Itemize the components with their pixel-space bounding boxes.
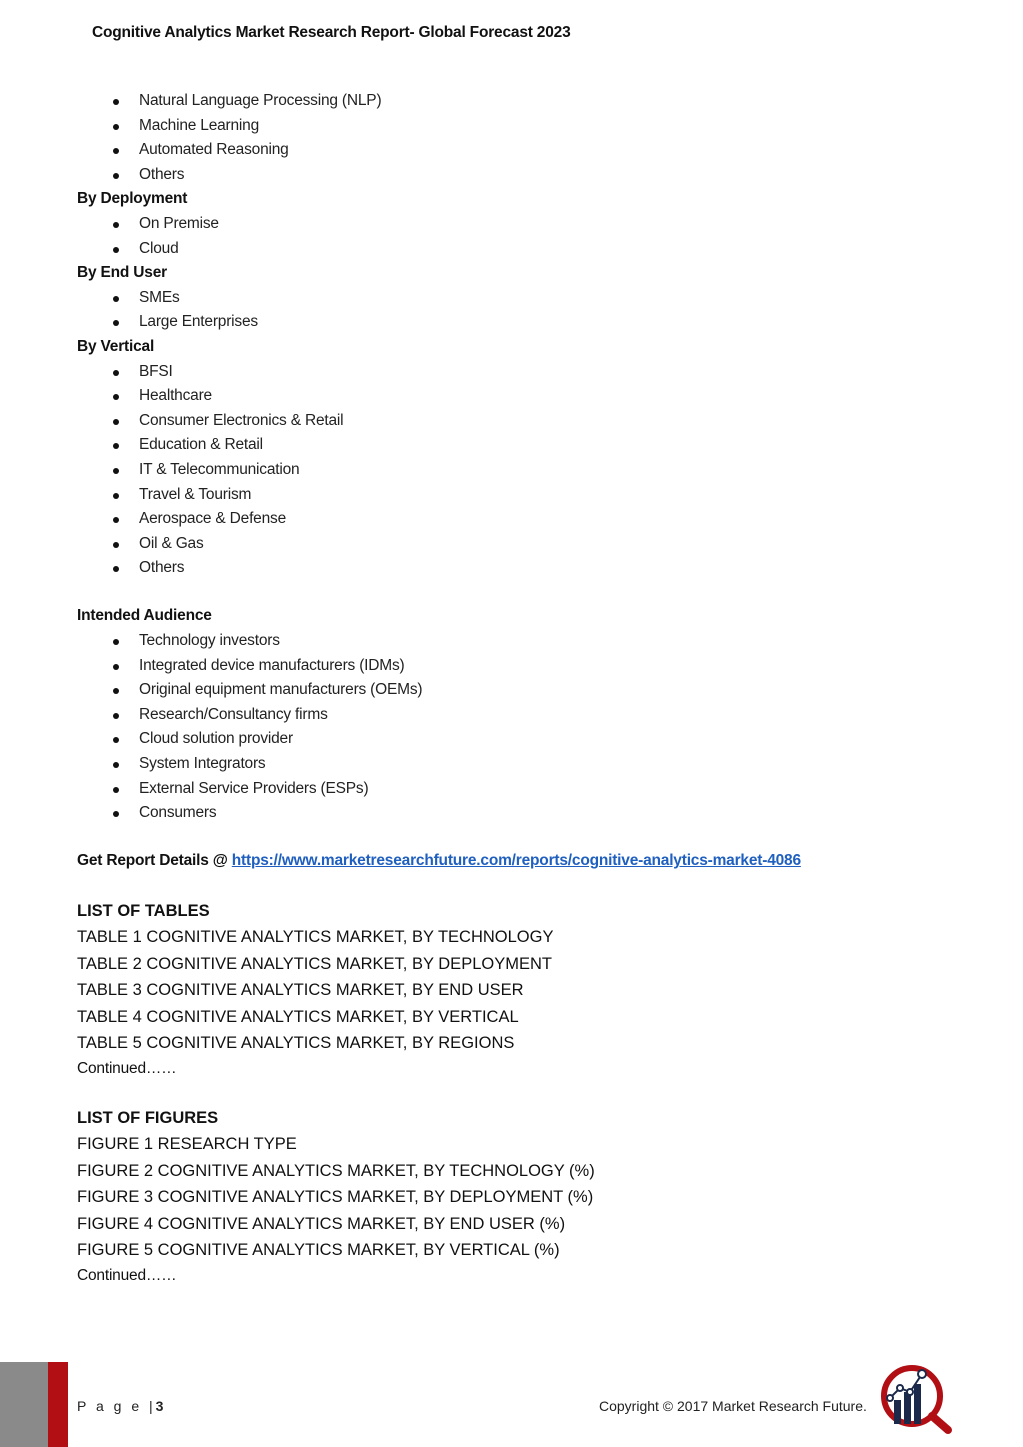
- list-item: Cloud: [77, 237, 957, 262]
- list-item: Education & Retail: [77, 433, 957, 458]
- page-number: [77, 1398, 163, 1414]
- table-entry: TABLE 5 COGNITIVE ANALYTICS MARKET, BY REGIONS: [77, 1034, 515, 1053]
- list-of-figures-title: LIST OF FIGURES: [77, 1108, 219, 1127]
- list-item: Others: [77, 163, 957, 188]
- end-user-heading: By End User: [77, 264, 167, 282]
- list-item: Consumer Electronics & Retail: [77, 409, 957, 434]
- table-entry: TABLE 1 COGNITIVE ANALYTICS MARKET, BY TECHNOLOGY: [77, 928, 554, 947]
- list-item: Integrated device manufacturers (IDMs): [77, 654, 957, 679]
- table-entry: TABLE 2 COGNITIVE ANALYTICS MARKET, BY DEPLOYMENT: [77, 954, 552, 973]
- spacer: [77, 826, 957, 850]
- footer-red-bar: [48, 1362, 68, 1447]
- figure-entry: FIGURE 4 COGNITIVE ANALYTICS MARKET, BY END USER (%): [77, 1214, 566, 1233]
- copyright-text: Copyright © 2017 Market Research Future.: [599, 1398, 867, 1414]
- list-item: Research/Consultancy firms: [77, 703, 957, 728]
- footer-gray-bar: [0, 1362, 48, 1447]
- list-item: Travel & Tourism: [77, 483, 957, 508]
- list-item: Others: [77, 556, 957, 581]
- list-item: Cloud solution provider: [77, 727, 957, 752]
- document-body: [77, 89, 957, 1288]
- list-item: BFSI: [77, 360, 957, 385]
- list-item: Consumers: [77, 801, 957, 826]
- technology-list: [77, 89, 957, 187]
- spacer: [77, 1081, 957, 1105]
- report-details-label: Get Report Details @: [77, 852, 232, 870]
- figures-continued: Continued……: [77, 1266, 177, 1284]
- list-item: Original equipment manufacturers (OEMs): [77, 678, 957, 703]
- vertical-heading: By Vertical: [77, 337, 155, 355]
- list-item: System Integrators: [77, 752, 957, 777]
- spacer: [77, 581, 957, 605]
- list-item: Automated Reasoning: [77, 138, 957, 163]
- audience-heading: Intended Audience: [77, 607, 212, 625]
- list-item: On Premise: [77, 212, 957, 237]
- list-of-tables-title: LIST OF TABLES: [77, 901, 210, 920]
- spacer: [77, 874, 957, 898]
- tables-continued: Continued……: [77, 1059, 177, 1077]
- page-header-title: Cognitive Analytics Market Research Report- Global Forecast 2023: [92, 24, 571, 41]
- list-item: Machine Learning: [77, 114, 957, 139]
- list-item: Technology investors: [77, 629, 957, 654]
- figure-entry: FIGURE 1 RESEARCH TYPE: [77, 1135, 297, 1154]
- figure-entry: FIGURE 3 COGNITIVE ANALYTICS MARKET, BY DEPLOYMENT (%): [77, 1188, 594, 1207]
- list-item: Healthcare: [77, 384, 957, 409]
- list-item: Aerospace & Defense: [77, 507, 957, 532]
- report-link[interactable]: https://www.marketresearchfuture.com/reports/cognitive-analytics-market-4086: [231, 852, 801, 870]
- list-item: External Service Providers (ESPs): [77, 777, 957, 802]
- table-entry: TABLE 4 COGNITIVE ANALYTICS MARKET, BY VERTICAL: [77, 1007, 519, 1026]
- list-item: Large Enterprises: [77, 310, 957, 335]
- list-item: Natural Language Processing (NLP): [77, 89, 957, 114]
- market-research-future-logo-icon: [876, 1362, 954, 1434]
- list-item: SMEs: [77, 286, 957, 311]
- figure-entry: FIGURE 5 COGNITIVE ANALYTICS MARKET, BY VERTICAL (%): [77, 1241, 560, 1260]
- deployment-heading: By Deployment: [77, 190, 188, 208]
- list-item: IT & Telecommunication: [77, 458, 957, 483]
- report-details: [77, 849, 957, 874]
- list-item: Oil & Gas: [77, 532, 957, 557]
- table-entry: TABLE 3 COGNITIVE ANALYTICS MARKET, BY END USER: [77, 981, 524, 1000]
- page-label: P a g e |: [77, 1398, 156, 1414]
- page-number-value: 3: [155, 1398, 164, 1414]
- figure-entry: FIGURE 2 COGNITIVE ANALYTICS MARKET, BY TECHNOLOGY (%): [77, 1161, 595, 1180]
